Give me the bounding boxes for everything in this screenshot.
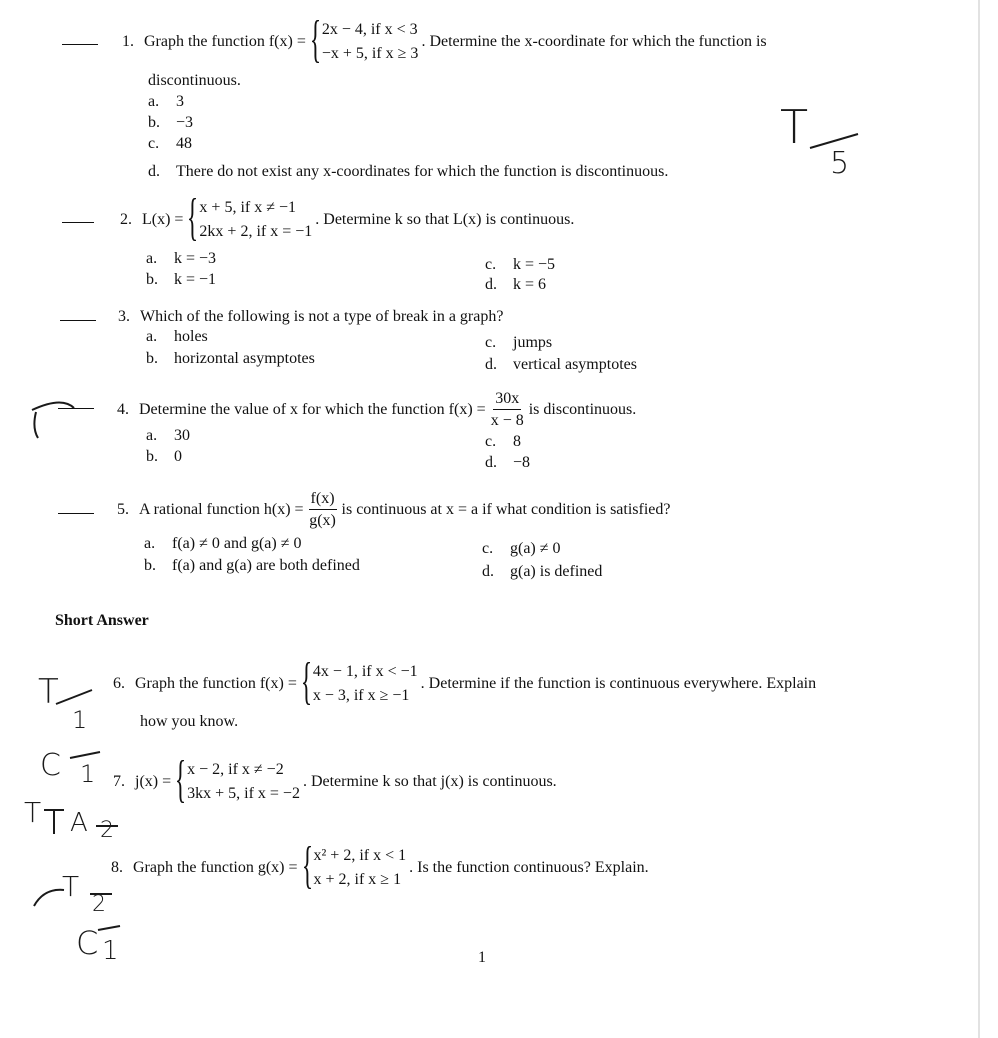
option-letter: d. <box>485 276 497 293</box>
option-text: holes <box>174 328 208 345</box>
option-b[interactable] <box>148 114 193 132</box>
option-a[interactable] <box>148 93 184 111</box>
option-a[interactable] <box>146 427 190 445</box>
brace-icon: { <box>187 189 199 246</box>
option-letter: a. <box>144 535 156 552</box>
page-number: 1 <box>478 949 486 966</box>
question-2 <box>120 189 575 246</box>
answer-blank-3[interactable] <box>60 320 96 321</box>
option-letter: d. <box>148 163 160 180</box>
option-a[interactable] <box>146 328 208 346</box>
question-suffix: . Determine k so that j(x) is continuous. <box>302 773 557 790</box>
case-2: x + 2, if x ≥ 1 <box>313 871 402 888</box>
question-number: 7. <box>113 773 125 790</box>
option-letter: a. <box>146 250 158 267</box>
option-letter: b. <box>148 114 160 131</box>
fraction <box>491 390 524 429</box>
piecewise <box>301 837 407 894</box>
handwritten-score: T 5 <box>780 100 870 190</box>
option-text: f(a) and g(a) are both defined <box>172 557 360 574</box>
option-a[interactable] <box>144 535 302 553</box>
handwritten-check-stroke <box>22 398 82 448</box>
option-d[interactable] <box>482 563 602 581</box>
question-suffix: . Determine if the function is continuous everywhere. Explain <box>420 675 817 692</box>
option-letter: c. <box>485 433 497 450</box>
question-3 <box>118 306 503 328</box>
scan-edge <box>978 0 980 1038</box>
answer-blank-1[interactable] <box>62 44 98 45</box>
question-continuation: discontinuous. <box>148 72 241 89</box>
option-letter: d. <box>482 563 494 580</box>
section-heading: Short Answer <box>55 612 149 629</box>
option-letter: b. <box>146 271 158 288</box>
option-letter: c. <box>485 334 497 351</box>
question-8 <box>111 837 649 894</box>
option-text: g(a) ≠ 0 <box>510 540 561 557</box>
question-text: A rational function h(x) = <box>139 501 304 518</box>
denominator: g(x) <box>309 512 336 529</box>
question-suffix: . Determine k so that L(x) is continuous. <box>315 211 575 228</box>
question-text: Which of the following is not a type of break in a graph? <box>140 308 504 325</box>
case-1: 2x − 4, if x < 3 <box>321 21 418 38</box>
option-letter: b. <box>146 350 158 367</box>
option-c[interactable] <box>485 334 552 352</box>
option-text: g(a) is defined <box>510 563 603 580</box>
option-letter: a. <box>146 427 158 444</box>
case-1: x + 5, if x ≠ −1 <box>199 199 297 216</box>
question-7 <box>113 751 557 808</box>
question-suffix: is discontinuous. <box>528 401 637 418</box>
option-letter: a. <box>148 93 160 110</box>
option-c[interactable] <box>482 540 561 558</box>
option-letter: d. <box>485 454 497 471</box>
option-c[interactable] <box>148 135 192 153</box>
case-2: −x + 5, if x ≥ 3 <box>321 45 419 62</box>
question-1 <box>122 11 767 68</box>
case-1: 4x − 1, if x < −1 <box>312 663 418 680</box>
question-number: 1. <box>122 33 134 50</box>
option-letter: d. <box>485 356 497 373</box>
case-2: 2kx + 2, if x = −1 <box>199 223 313 240</box>
t-stroke <box>42 802 72 842</box>
case-1: x² + 2, if x < 1 <box>313 847 407 864</box>
option-letter: c. <box>485 256 497 273</box>
question-suffix: . Determine the x-coordinate for which the function is <box>421 33 767 50</box>
answer-blank-2[interactable] <box>62 222 94 223</box>
option-b[interactable] <box>146 271 216 289</box>
denominator: x − 8 <box>490 412 524 429</box>
case-1: x − 2, if x ≠ −2 <box>187 761 284 778</box>
question-4 <box>117 388 636 432</box>
question-5 <box>117 488 671 532</box>
option-text: k = −5 <box>513 256 556 273</box>
handwritten-mark-q8: T 2 <box>30 870 110 920</box>
option-text: 8 <box>513 433 521 450</box>
option-letter: c. <box>148 135 160 152</box>
answer-blank-5[interactable] <box>58 513 94 514</box>
option-text: k = −1 <box>174 271 217 288</box>
numerator: 30x <box>493 390 521 410</box>
option-text: k = 6 <box>513 276 547 293</box>
piecewise <box>174 751 300 808</box>
question-text: Graph the function f(x) = <box>144 33 306 50</box>
brace-icon: { <box>300 653 312 710</box>
question-text: Graph the function g(x) = <box>133 859 298 876</box>
brace-icon: { <box>174 751 187 808</box>
option-text: −8 <box>513 454 531 471</box>
fraction <box>309 490 337 529</box>
option-text: −3 <box>176 114 194 131</box>
brace-icon: { <box>309 11 321 68</box>
option-text: 30 <box>174 427 190 444</box>
option-text: vertical asymptotes <box>513 356 637 373</box>
option-b[interactable] <box>144 557 360 575</box>
numerator: f(x) <box>309 490 337 510</box>
handwritten-mark-q8b: C 1 <box>76 920 136 970</box>
option-letter: c. <box>482 540 494 557</box>
question-continuation: how you know. <box>140 713 239 730</box>
handwritten-mark-q7b: T A 2 <box>24 796 134 846</box>
case-2: x − 3, if x ≥ −1 <box>312 687 410 704</box>
option-text: 0 <box>174 448 182 465</box>
option-b[interactable] <box>146 350 315 368</box>
question-6 <box>113 653 817 710</box>
case-2: 3kx + 5, if x = −2 <box>187 785 300 802</box>
question-number: 3. <box>118 308 130 325</box>
option-text: There do not exist any x-coordinates for which the function is discontinuous. <box>176 163 669 180</box>
question-text: L(x) = <box>142 211 184 228</box>
option-letter: a. <box>146 328 158 345</box>
option-c[interactable] <box>485 433 521 451</box>
option-text: 48 <box>176 135 192 152</box>
handwritten-mark-q7: C 1 <box>40 748 110 792</box>
handwritten-mark-q6: T 1 <box>38 672 98 742</box>
option-d[interactable] <box>148 163 668 181</box>
option-d[interactable] <box>485 454 530 472</box>
question-number: 2. <box>120 211 132 228</box>
option-text: f(a) ≠ 0 and g(a) ≠ 0 <box>172 535 302 552</box>
question-number: 6. <box>113 675 125 692</box>
option-a[interactable] <box>146 250 216 268</box>
question-number: 5. <box>117 501 129 518</box>
option-d[interactable] <box>485 356 637 374</box>
question-suffix: is continuous at x = a if what condition is satisfied? <box>341 501 671 518</box>
question-text: Graph the function f(x) = <box>135 675 297 692</box>
question-suffix: . Is the function continuous? Explain. <box>409 859 649 876</box>
question-number: 4. <box>117 401 129 418</box>
option-c[interactable] <box>485 256 555 274</box>
question-text: Determine the value of x for which the function f(x) = <box>139 401 486 418</box>
option-text: horizontal asymptotes <box>174 350 315 367</box>
option-b[interactable] <box>146 448 182 466</box>
question-number: 8. <box>111 859 123 876</box>
question-text: j(x) = <box>135 773 172 790</box>
option-letter: b. <box>146 448 158 465</box>
option-letter: b. <box>144 557 156 574</box>
brace-icon: { <box>301 837 313 894</box>
piecewise <box>186 189 313 246</box>
piecewise <box>300 653 418 710</box>
option-d[interactable] <box>485 276 546 294</box>
option-text: k = −3 <box>174 250 217 267</box>
option-text: jumps <box>513 334 553 351</box>
option-text: 3 <box>176 93 184 110</box>
piecewise <box>309 11 419 68</box>
